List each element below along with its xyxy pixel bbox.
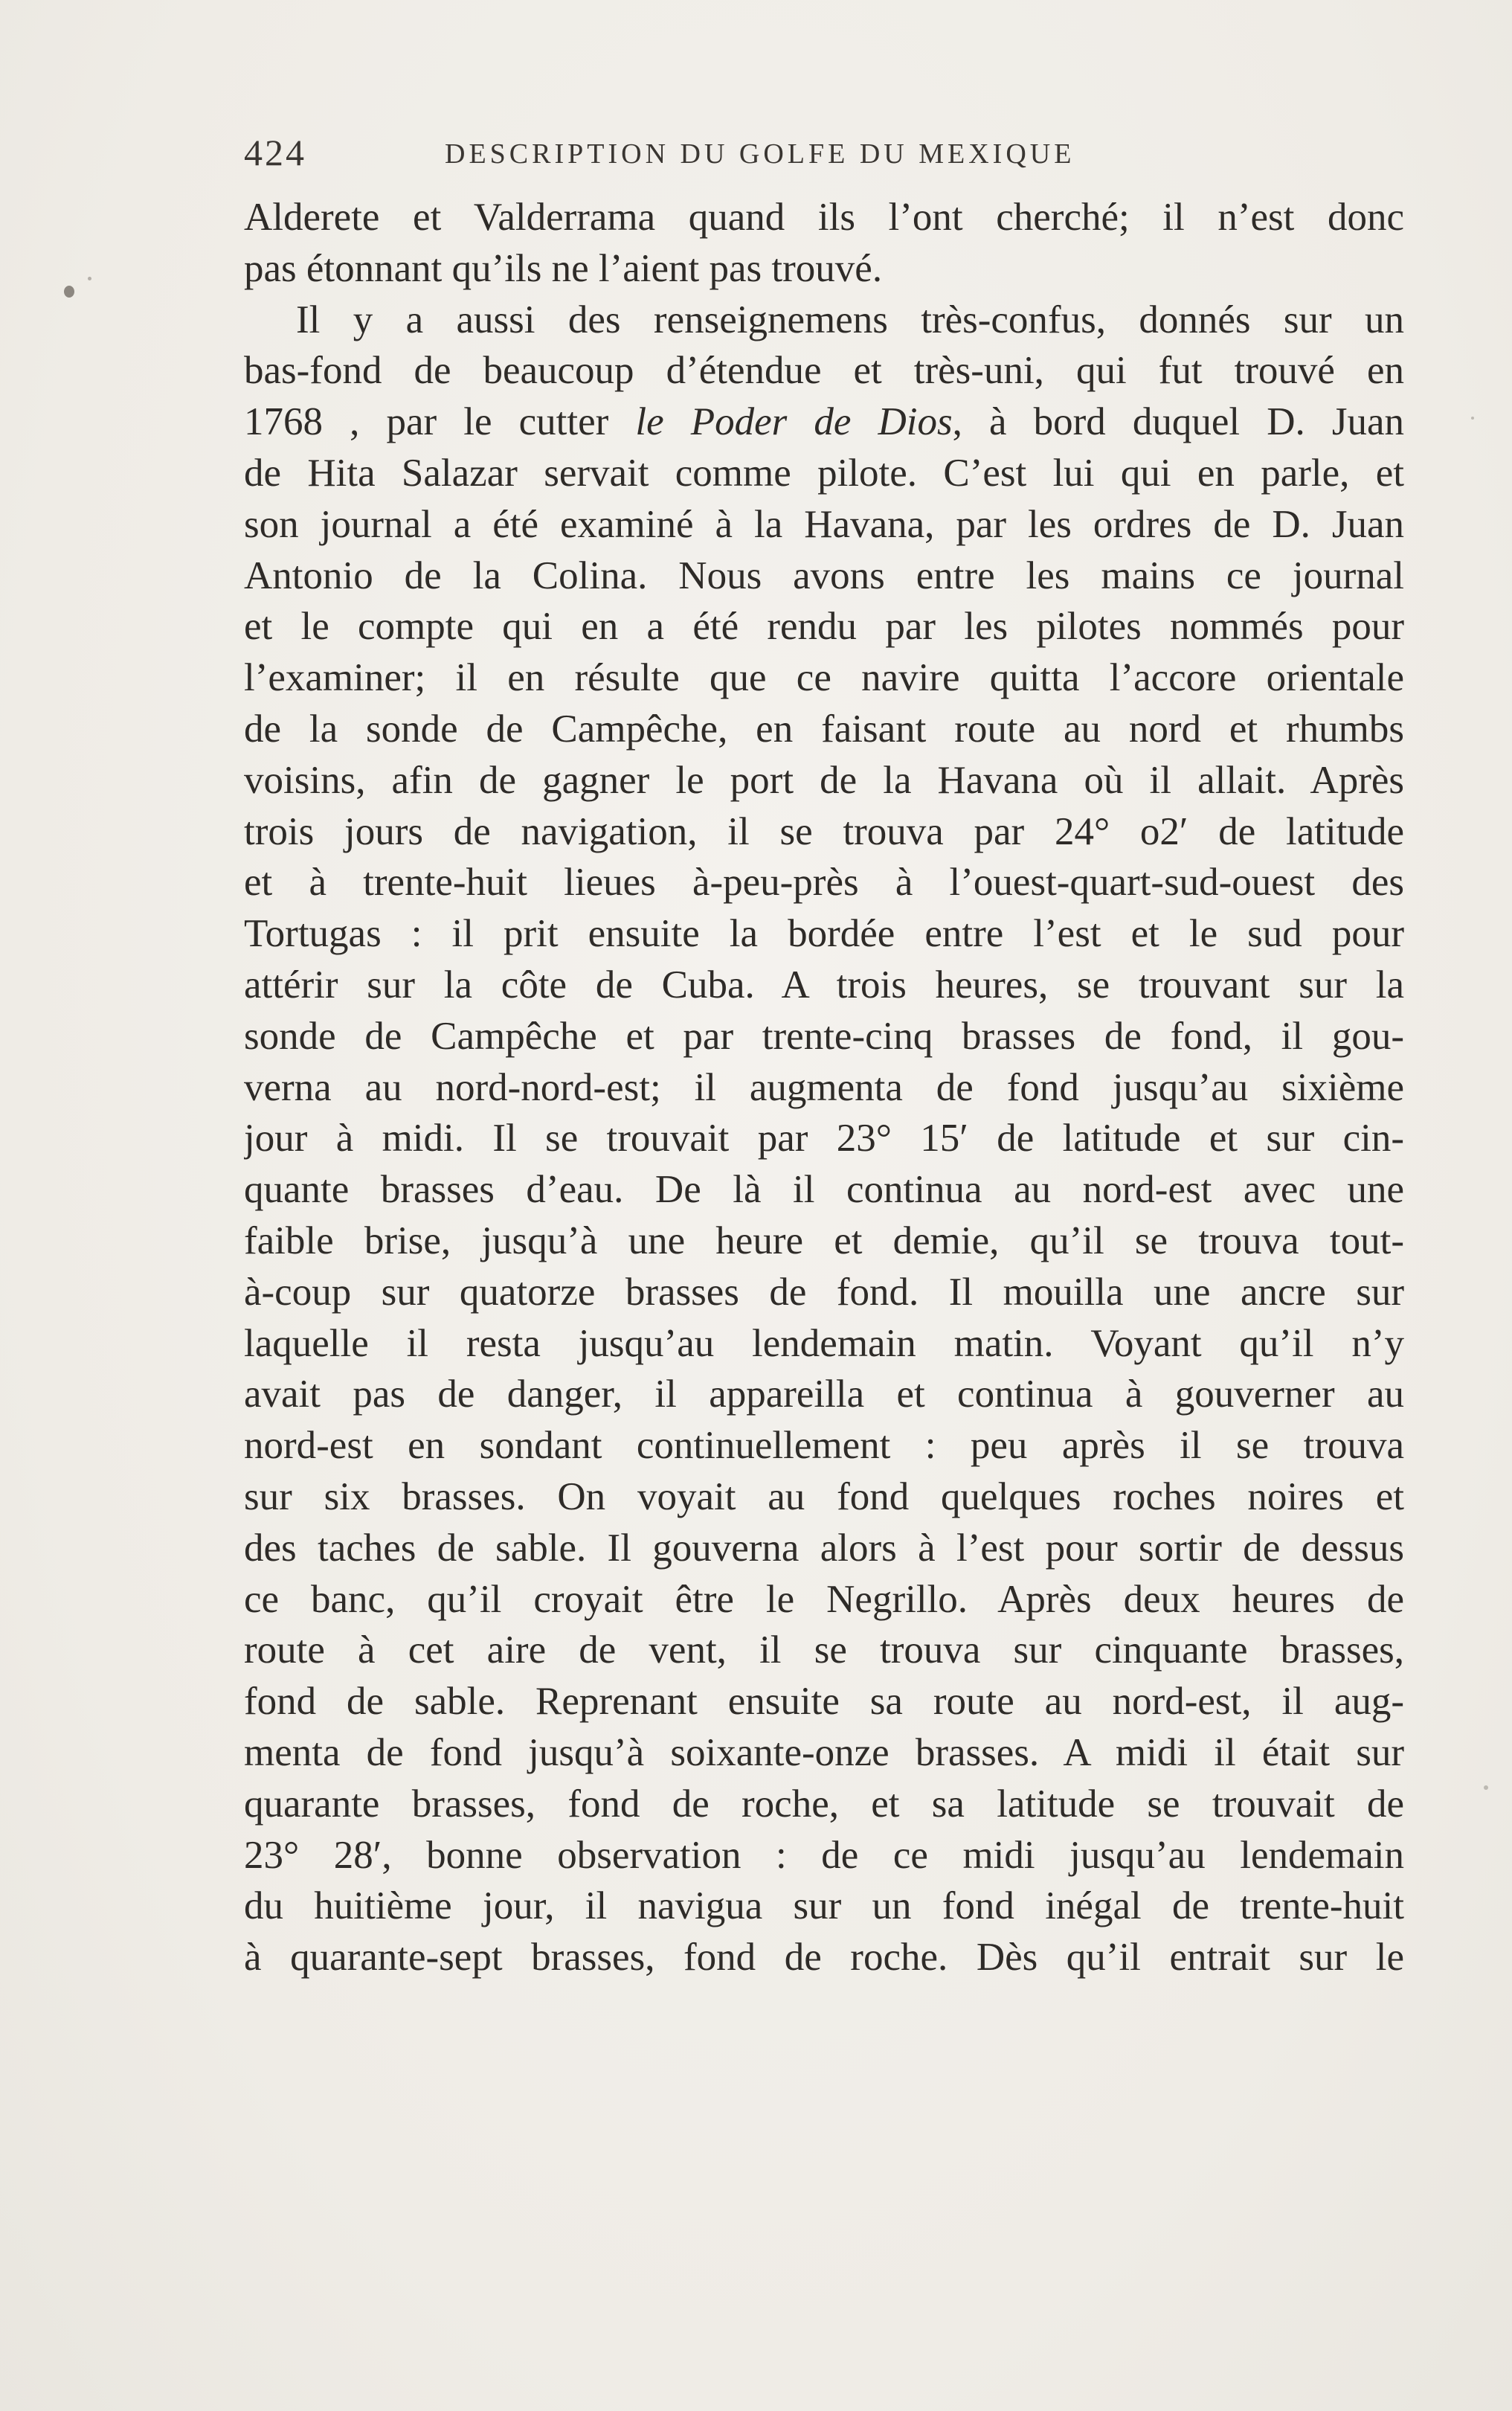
text-line: de la sonde de Campêche, en faisant route au nord et rhumbs	[244, 707, 1404, 751]
text-line: faible brise, jusqu’à une heure et demie, qu’il se trouva tout-	[244, 1219, 1404, 1262]
text-line: Antonio de la Colina. Nous avons entre les mains ce journal	[244, 553, 1404, 597]
running-title: DESCRIPTION DU GOLFE DU MEXIQUE	[445, 138, 1075, 170]
text-line: et à trente-huit lieues à-peu-près à l’ouest-quart-sud-ouest des	[244, 861, 1404, 905]
text-line: jour à midi. Il se trouvait par 23° 15′ de latitude et sur cin-	[244, 1117, 1404, 1160]
text-line: pas étonnant qu’ils ne l’aient pas trouvé.	[244, 246, 883, 290]
text-line: quante brasses d’eau. De là il continua au nord-est avec une	[244, 1168, 1404, 1212]
paper-speck	[1471, 417, 1474, 420]
text-line: son journal a été examiné à la Havana, par les ordres de D. Juan	[244, 502, 1404, 546]
text-line: Tortugas : il prit ensuite la bordée entre l’est et le sud pour	[244, 912, 1404, 956]
text-line: l’examiner; il en résulte que ce navire quitta l’accore orientale	[244, 656, 1404, 700]
paper-speck	[1484, 1785, 1488, 1790]
text-line: menta de fond jusqu’à soixante-onze brasses. A midi il était sur	[244, 1730, 1404, 1774]
text-line: quarante brasses, fond de roche, et sa latitude se trouvait de	[244, 1782, 1404, 1826]
text-line: bas-fond de beaucoup d’étendue et très-uni, qui fut trouvé en	[244, 349, 1404, 393]
paper-speck	[88, 277, 91, 280]
text-line: ce banc, qu’il croyait être le Negrillo. Après deux heures de	[244, 1577, 1404, 1621]
page-header	[244, 131, 1211, 176]
body-text	[244, 192, 1404, 1983]
text-line: de Hita Salazar servait comme pilote. C’est lui qui en parle, et	[244, 451, 1404, 495]
paper-speck	[64, 286, 74, 298]
page-number: 424	[244, 132, 306, 173]
text-fragment: , à bord duquel D. Juan	[952, 400, 1404, 444]
text-line: à quarante-sept brasses, fond de roche. Dès qu’il entrait sur le	[244, 1936, 1404, 1980]
text-line: avait pas de danger, il appareilla et continua à gouverner au	[244, 1373, 1404, 1416]
text-line: sonde de Campêche et par trente-cinq brasses de fond, il gou-	[244, 1014, 1404, 1058]
text-line: Il y a aussi des renseignemens très-confus, donnés sur un	[296, 298, 1404, 341]
text-line: Alderete et Valderrama quand ils l’ont cherché; il n’est donc	[244, 196, 1404, 239]
text-line: fond de sable. Reprenant ensuite sa route au nord-est, il aug-	[244, 1680, 1404, 1724]
text-line: nord-est en sondant continuellement : peu après il se trouva	[244, 1424, 1404, 1468]
text-line: sur six brasses. On voyait au fond quelques roches noires et	[244, 1474, 1404, 1518]
text-line-with-ship-name	[244, 397, 1404, 448]
text-line: du huitième jour, il navigua sur un fond inégal de trente-huit	[244, 1884, 1404, 1928]
text-fragment: 1768 , par le cutter	[244, 400, 636, 444]
text-line: à-coup sur quatorze brasses de fond. Il mouilla une ancre sur	[244, 1270, 1404, 1314]
text-line: route à cet aire de vent, il se trouva sur cinquante brasses,	[244, 1628, 1404, 1672]
text-line: verna au nord-nord-est; il augmenta de fond jusqu’au sixième	[244, 1065, 1404, 1109]
ship-name: le Poder de Dios	[635, 400, 953, 444]
text-line: 23° 28′, bonne observation : de ce midi jusqu’au lendemain	[244, 1833, 1404, 1877]
text-line: attérir sur la côte de Cuba. A trois heures, se trouvant sur la	[244, 963, 1404, 1007]
text-line: et le compte qui en a été rendu par les pilotes nommés pour	[244, 605, 1404, 649]
text-line: des taches de sable. Il gouverna alors à l’est pour sortir de dessus	[244, 1526, 1404, 1570]
text-line: voisins, afin de gagner le port de la Havana où il allait. Après	[244, 758, 1404, 802]
text-line: trois jours de navigation, il se trouva par 24° o2′ de latitude	[244, 809, 1404, 853]
text-line: laquelle il resta jusqu’au lendemain matin. Voyant qu’il n’y	[244, 1321, 1404, 1365]
